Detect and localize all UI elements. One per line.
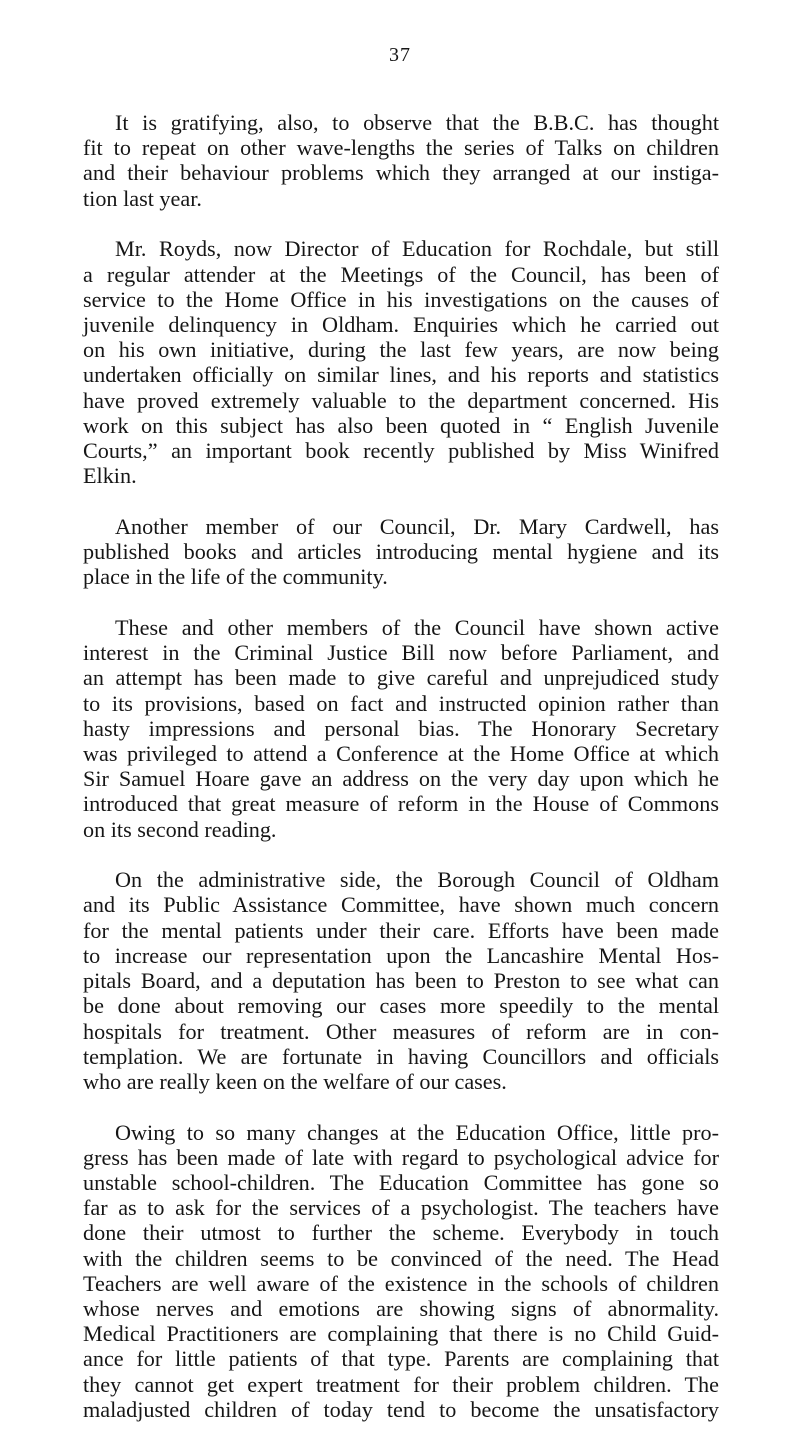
text-line: Another member of our Council, Dr. Mary Cardwell, has [115, 513, 719, 539]
text-line: and its Public Assistance Committee, have shown much concern [83, 892, 719, 918]
text-line: published books and articles introducing mental hygiene and its [83, 539, 719, 565]
text-line: Elkin. [83, 463, 137, 489]
paragraph-4 [83, 615, 719, 842]
text-line: Medical Practitioners are complaining that there is no Child Guid- [83, 1321, 719, 1347]
text-line: with the children seems to be convinced of the need. The Head [83, 1245, 719, 1271]
text-line: maladjusted children of today tend to become the unsatisfactory [83, 1396, 719, 1422]
text-line: juvenile delinquency in Oldham. Enquiries which he carried out [83, 311, 719, 337]
text-line: It is gratifying, also, to observe that the B.B.C. has thought [115, 110, 719, 135]
body-text [83, 110, 719, 1448]
page-number: 37 [389, 44, 411, 66]
text-line: for the mental patients under their care. Efforts have been made [83, 917, 719, 943]
text-line: hospitals for treatment. Other measures of reform are in con- [83, 1018, 719, 1044]
text-line: far as to ask for the services of a psychologist. The teachers have [83, 1195, 719, 1221]
text-line: who are really keen on the welfare of our cases. [83, 1068, 507, 1094]
paragraph-3 [83, 514, 719, 590]
text-line: unstable school-children. The Education Committee has gone so [83, 1170, 719, 1196]
text-line: service to the Home Office in his investigations on the causes of [83, 286, 719, 312]
paragraph-2 [83, 236, 719, 488]
paragraph-6 [83, 1120, 719, 1422]
text-line: tion last year. [83, 185, 202, 211]
text-line: and their behaviour problems which they arranged at our instiga- [83, 160, 719, 186]
text-line: Mr. Royds, now Director of Education for Rochdale, but still [115, 236, 719, 262]
text-line: whose nerves and emotions are showing signs of abnormality. [83, 1296, 719, 1322]
text-line: Sir Samuel Hoare gave an address on the very day upon which he [83, 766, 719, 792]
text-line: fit to repeat on other wave-lengths the series of Talks on children [83, 135, 719, 161]
text-line: an attempt has been made to give careful and unprejudiced study [83, 665, 719, 691]
text-line: pitals Board, and a deputation has been to Preston to see what can [83, 968, 719, 994]
text-line: on its second reading. [83, 816, 277, 842]
text-line: a regular attender at the Meetings of the Council, has been of [83, 261, 719, 287]
text-line: work on this subject has also been quoted in “ English Juvenile [83, 412, 719, 438]
paragraph-5 [83, 867, 719, 1094]
text-line: to its provisions, based on fact and instructed opinion rather than [83, 690, 719, 716]
text-line: done their utmost to further the scheme. Everybody in touch [83, 1220, 719, 1246]
paragraph-1 [83, 110, 719, 211]
text-line: they cannot get expert treatment for their problem children. The [83, 1371, 719, 1397]
text-line: undertaken officially on similar lines, and his reports and statistics [83, 362, 719, 388]
text-line: Owing to so many changes at the Education Office, little pro- [115, 1119, 719, 1145]
text-line: place in the life of the community. [83, 564, 388, 590]
text-line: hasty impressions and personal bias. The Honorary Secretary [83, 715, 719, 741]
text-line: gress has been made of late with regard to psychological advice for [83, 1144, 719, 1170]
text-line: introduced that great measure of reform in the House of Commons [83, 791, 719, 817]
text-line: interest in the Criminal Justice Bill now before Parliament, and [83, 640, 719, 666]
text-line: Teachers are well aware of the existence in the schools of children [83, 1270, 719, 1296]
text-line: be done about removing our cases more speedily to the mental [83, 993, 719, 1019]
text-line: was privileged to attend a Conference at the Home Office at which [83, 740, 719, 766]
text-line: These and other members of the Council have shown active [115, 614, 719, 640]
text-line: On the administrative side, the Borough Council of Oldham [115, 867, 719, 893]
text-line: Courts,” an important book recently published by Miss Winifred [83, 437, 719, 463]
text-line: have proved extremely valuable to the department concerned. His [83, 387, 719, 413]
text-line: to increase our representation upon the Lancashire Mental Hos- [83, 942, 719, 968]
text-line: templation. We are fortunate in having Councillors and officials [83, 1043, 719, 1069]
text-line: on his own initiative, during the last few years, are now being [83, 337, 719, 363]
text-line: ance for little patients of that type. Parents are complaining that [83, 1346, 719, 1372]
